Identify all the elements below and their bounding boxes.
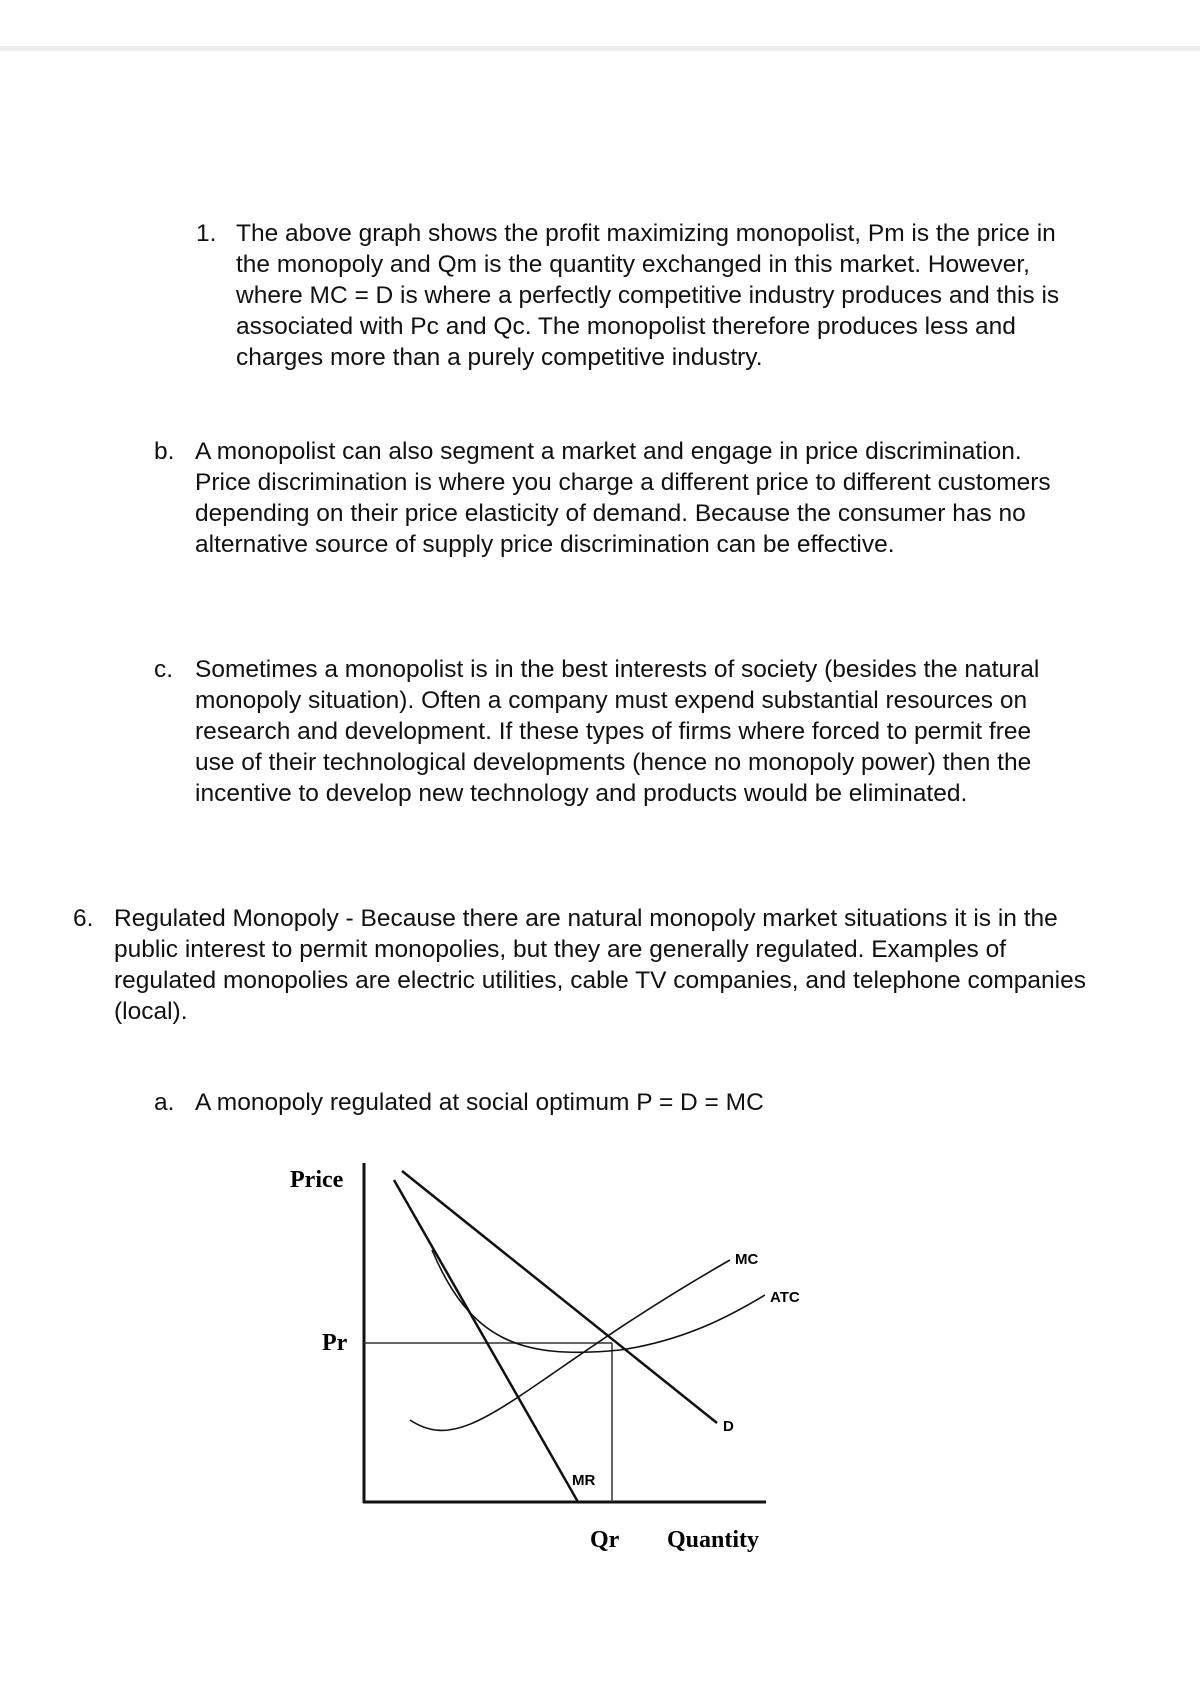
marginal-cost-curve [410,1260,730,1430]
item-marker: 6. [73,905,94,932]
demand-curve [402,1171,717,1423]
item-text: A monopoly regulated at social optimum P = D = MC [195,1089,764,1116]
item-marker: 1. [196,220,217,247]
marginal-revenue-curve [394,1180,578,1502]
quantity-tick-label: Qr [590,1527,620,1553]
item-text: A monopolist can also segment a market and engage in price discrimination. Price discrimination is where you charge a different price to different customers depending on their price elasticity of demand. Because the consumer has no alternative source of supply price discrimination can be effective. [195,438,1051,558]
item-text: Regulated Monopoly - Because there are natural monopoly market situations it is in the public interest to permit monopolies, but they are generally regulated. Examples of regulated monopolies are electric utilities, cable TV companies, and telephone companies (local). [114,905,1086,1025]
mr-curve-label: MR [572,1472,596,1489]
item-marker: a. [154,1089,175,1116]
average-total-cost-curve [432,1250,765,1352]
item-text: The above graph shows the profit maximizing monopolist, Pm is the price in the monopoly and Qm is the quantity exchanged in this market. However, where MC = D is where a perfectly competitive industry produces and this is associated with Pc and Qc. The monopolist therefore produces less and charges more than a purely competitive industry. [236,220,1060,371]
item-marker: c. [154,656,174,683]
y-axis-label: Price [290,1167,344,1193]
price-tick-label: Pr [322,1330,348,1356]
item-text: Sometimes a monopolist is in the best interests of society (besides the natural monopoly situation). Often a company must expend substantial resources on research and development. If these types of firms where forced to permit free use of their technological developments (hence no monopoly power) then the incentive to develop new technology and products would be eliminated. [195,656,1040,807]
atc-curve-label: ATC [770,1289,800,1306]
demand-curve-label: D [723,1418,734,1435]
item-marker: b. [154,438,175,465]
mc-curve-label: MC [735,1251,759,1268]
x-axis-label: Quantity [667,1527,760,1553]
